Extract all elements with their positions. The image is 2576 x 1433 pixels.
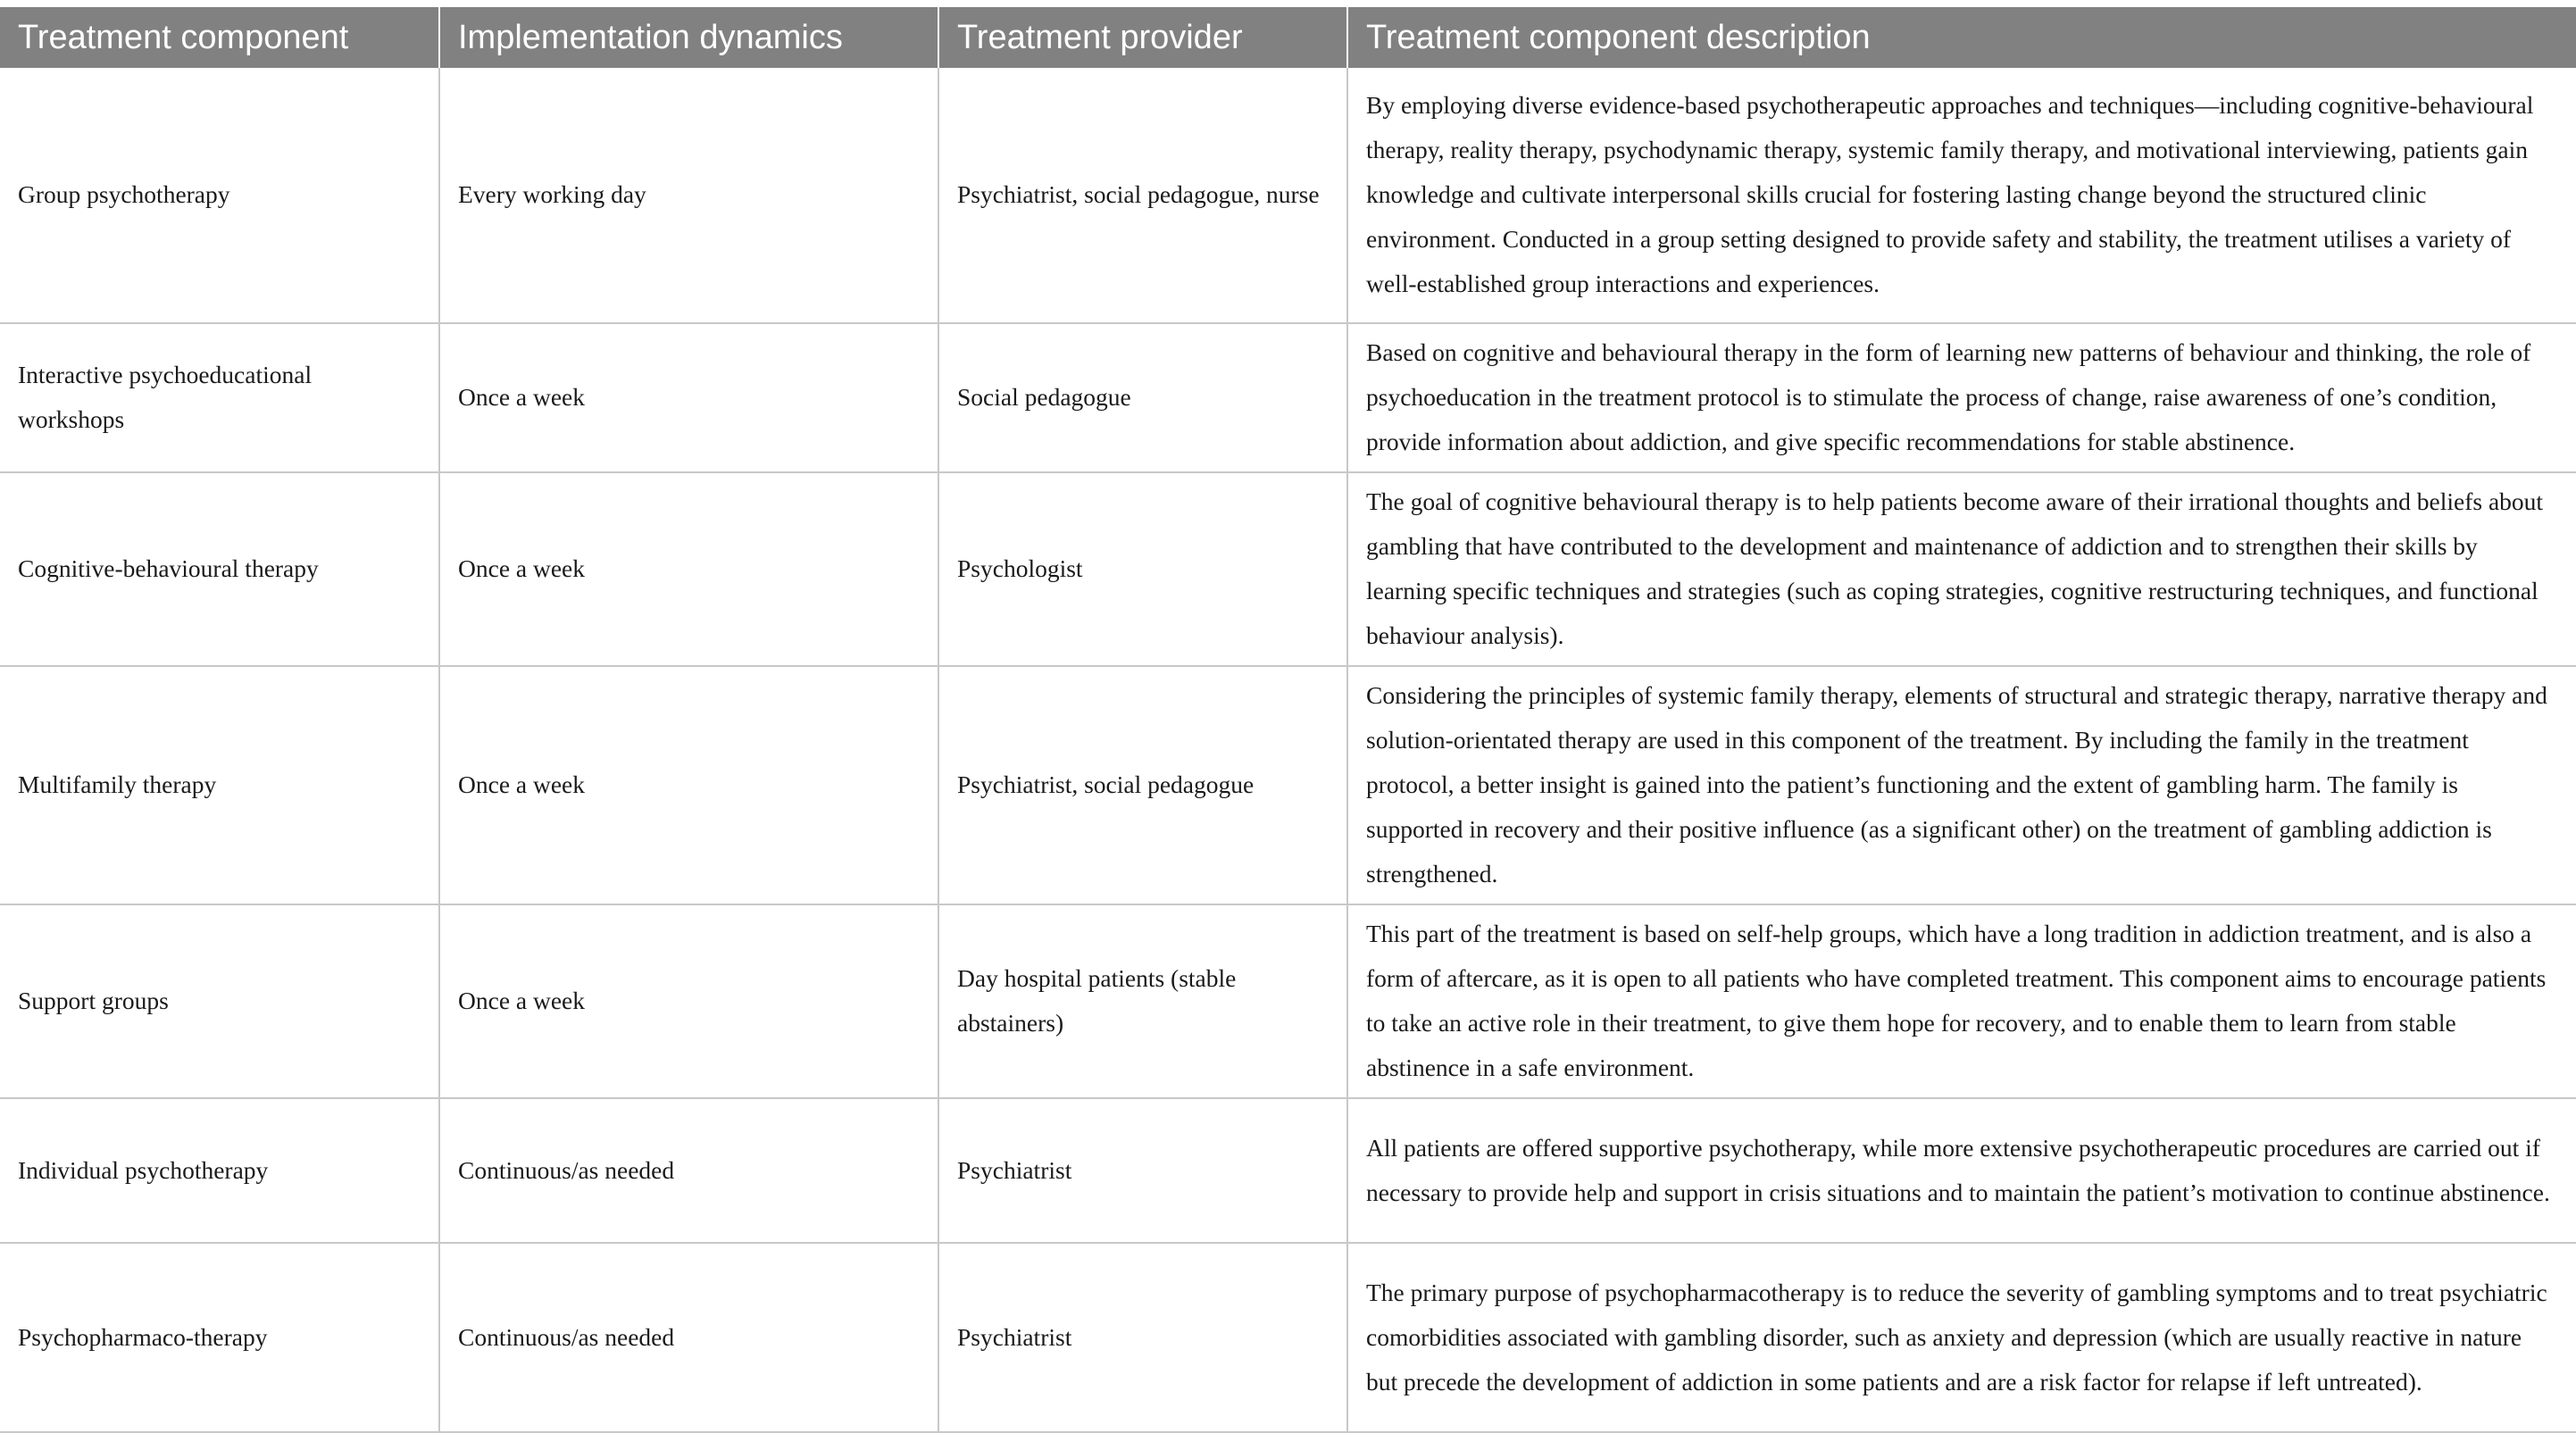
treatment-table-container	[0, 7, 2576, 1433]
header-treatment-provider: Treatment provider	[938, 7, 1347, 68]
cell-description: The primary purpose of psychopharmacotherapy is to reduce the severity of gambling symptoms and to treat psychiatric comorbidities associated with gambling disorder, such as anxiety and depression (which are usually reactive in nature but precede the development of addiction in some patients and are a risk factor for relapse if left untreated).	[1347, 1243, 2576, 1432]
table-row	[0, 472, 2576, 666]
cell-provider: Psychologist	[938, 472, 1347, 666]
cell-dynamics: Continuous/as needed	[439, 1243, 938, 1432]
cell-dynamics: Once a week	[439, 472, 938, 666]
cell-provider: Psychiatrist	[938, 1098, 1347, 1243]
header-treatment-component: Treatment component	[0, 7, 439, 68]
cell-component: Group psychotherapy	[0, 68, 439, 323]
header-row	[0, 7, 2576, 68]
table-row	[0, 1243, 2576, 1432]
cell-provider: Day hospital patients (stable abstainers)	[938, 904, 1347, 1098]
cell-description: This part of the treatment is based on self-help groups, which have a long tradition in addiction treatment, and is also a form of aftercare, as it is open to all patients who have completed treatment. This component aims to encourage patients to take an active role in their treatment, to give them hope for recovery, and to enable them to learn from stable abstinence in a safe environment.	[1347, 904, 2576, 1098]
cell-component: Interactive psychoeducational workshops	[0, 323, 439, 472]
cell-provider: Psychiatrist	[938, 1243, 1347, 1432]
cell-component: Individual psychotherapy	[0, 1098, 439, 1243]
cell-dynamics: Once a week	[439, 323, 938, 472]
table-body	[0, 68, 2576, 1432]
table-header	[0, 7, 2576, 68]
table-row	[0, 68, 2576, 323]
header-treatment-description: Treatment component description	[1347, 7, 2576, 68]
table-row	[0, 666, 2576, 904]
table-row	[0, 904, 2576, 1098]
cell-component: Multifamily therapy	[0, 666, 439, 904]
cell-provider: Psychiatrist, social pedagogue	[938, 666, 1347, 904]
cell-dynamics: Continuous/as needed	[439, 1098, 938, 1243]
table-row	[0, 323, 2576, 472]
cell-component: Support groups	[0, 904, 439, 1098]
cell-dynamics: Every working day	[439, 68, 938, 323]
cell-description: Considering the principles of systemic family therapy, elements of structural and strategic therapy, narrative therapy and solution-orientated therapy are used in this component of the treatment. By including the family in the treatment protocol, a better insight is gained into the patient’s functioning and the extent of gambling harm. The family is supported in recovery and their positive influence (as a significant other) on the treatment of gambling addiction is strengthened.	[1347, 666, 2576, 904]
cell-description: Based on cognitive and behavioural therapy in the form of learning new patterns of behaviour and thinking, the role of psychoeducation in the treatment protocol is to stimulate the process of change, raise awareness of one’s condition, provide information about addiction, and give specific recommendations for stable abstinence.	[1347, 323, 2576, 472]
cell-description: The goal of cognitive behavioural therapy is to help patients become aware of their irrational thoughts and beliefs about gambling that have contributed to the development and maintenance of addiction and to strengthen their skills by learning specific techniques and strategies (such as coping strategies, cognitive restructuring techniques, and functional behaviour analysis).	[1347, 472, 2576, 666]
table-row	[0, 1098, 2576, 1243]
treatment-table	[0, 7, 2576, 1433]
cell-dynamics: Once a week	[439, 904, 938, 1098]
cell-provider: Social pedagogue	[938, 323, 1347, 472]
cell-provider: Psychiatrist, social pedagogue, nurse	[938, 68, 1347, 323]
cell-component: Psychopharmaco-therapy	[0, 1243, 439, 1432]
cell-description: All patients are offered supportive psychotherapy, while more extensive psychotherapeutic procedures are carried out if necessary to provide help and support in crisis situations and to maintain the patient’s motivation to continue abstinence.	[1347, 1098, 2576, 1243]
cell-component: Cognitive-behavioural therapy	[0, 472, 439, 666]
cell-description: By employing diverse evidence-based psychotherapeutic approaches and techniques—including cognitive-behavioural therapy, reality therapy, psychodynamic therapy, systemic family therapy, and motivational interviewing, patients gain knowledge and cultivate interpersonal skills crucial for fostering lasting change beyond the structured clinic environment. Conducted in a group setting designed to provide safety and stability, the treatment utilises a variety of well-established group interactions and experiences.	[1347, 68, 2576, 323]
header-implementation-dynamics: Implementation dynamics	[439, 7, 938, 68]
cell-dynamics: Once a week	[439, 666, 938, 904]
